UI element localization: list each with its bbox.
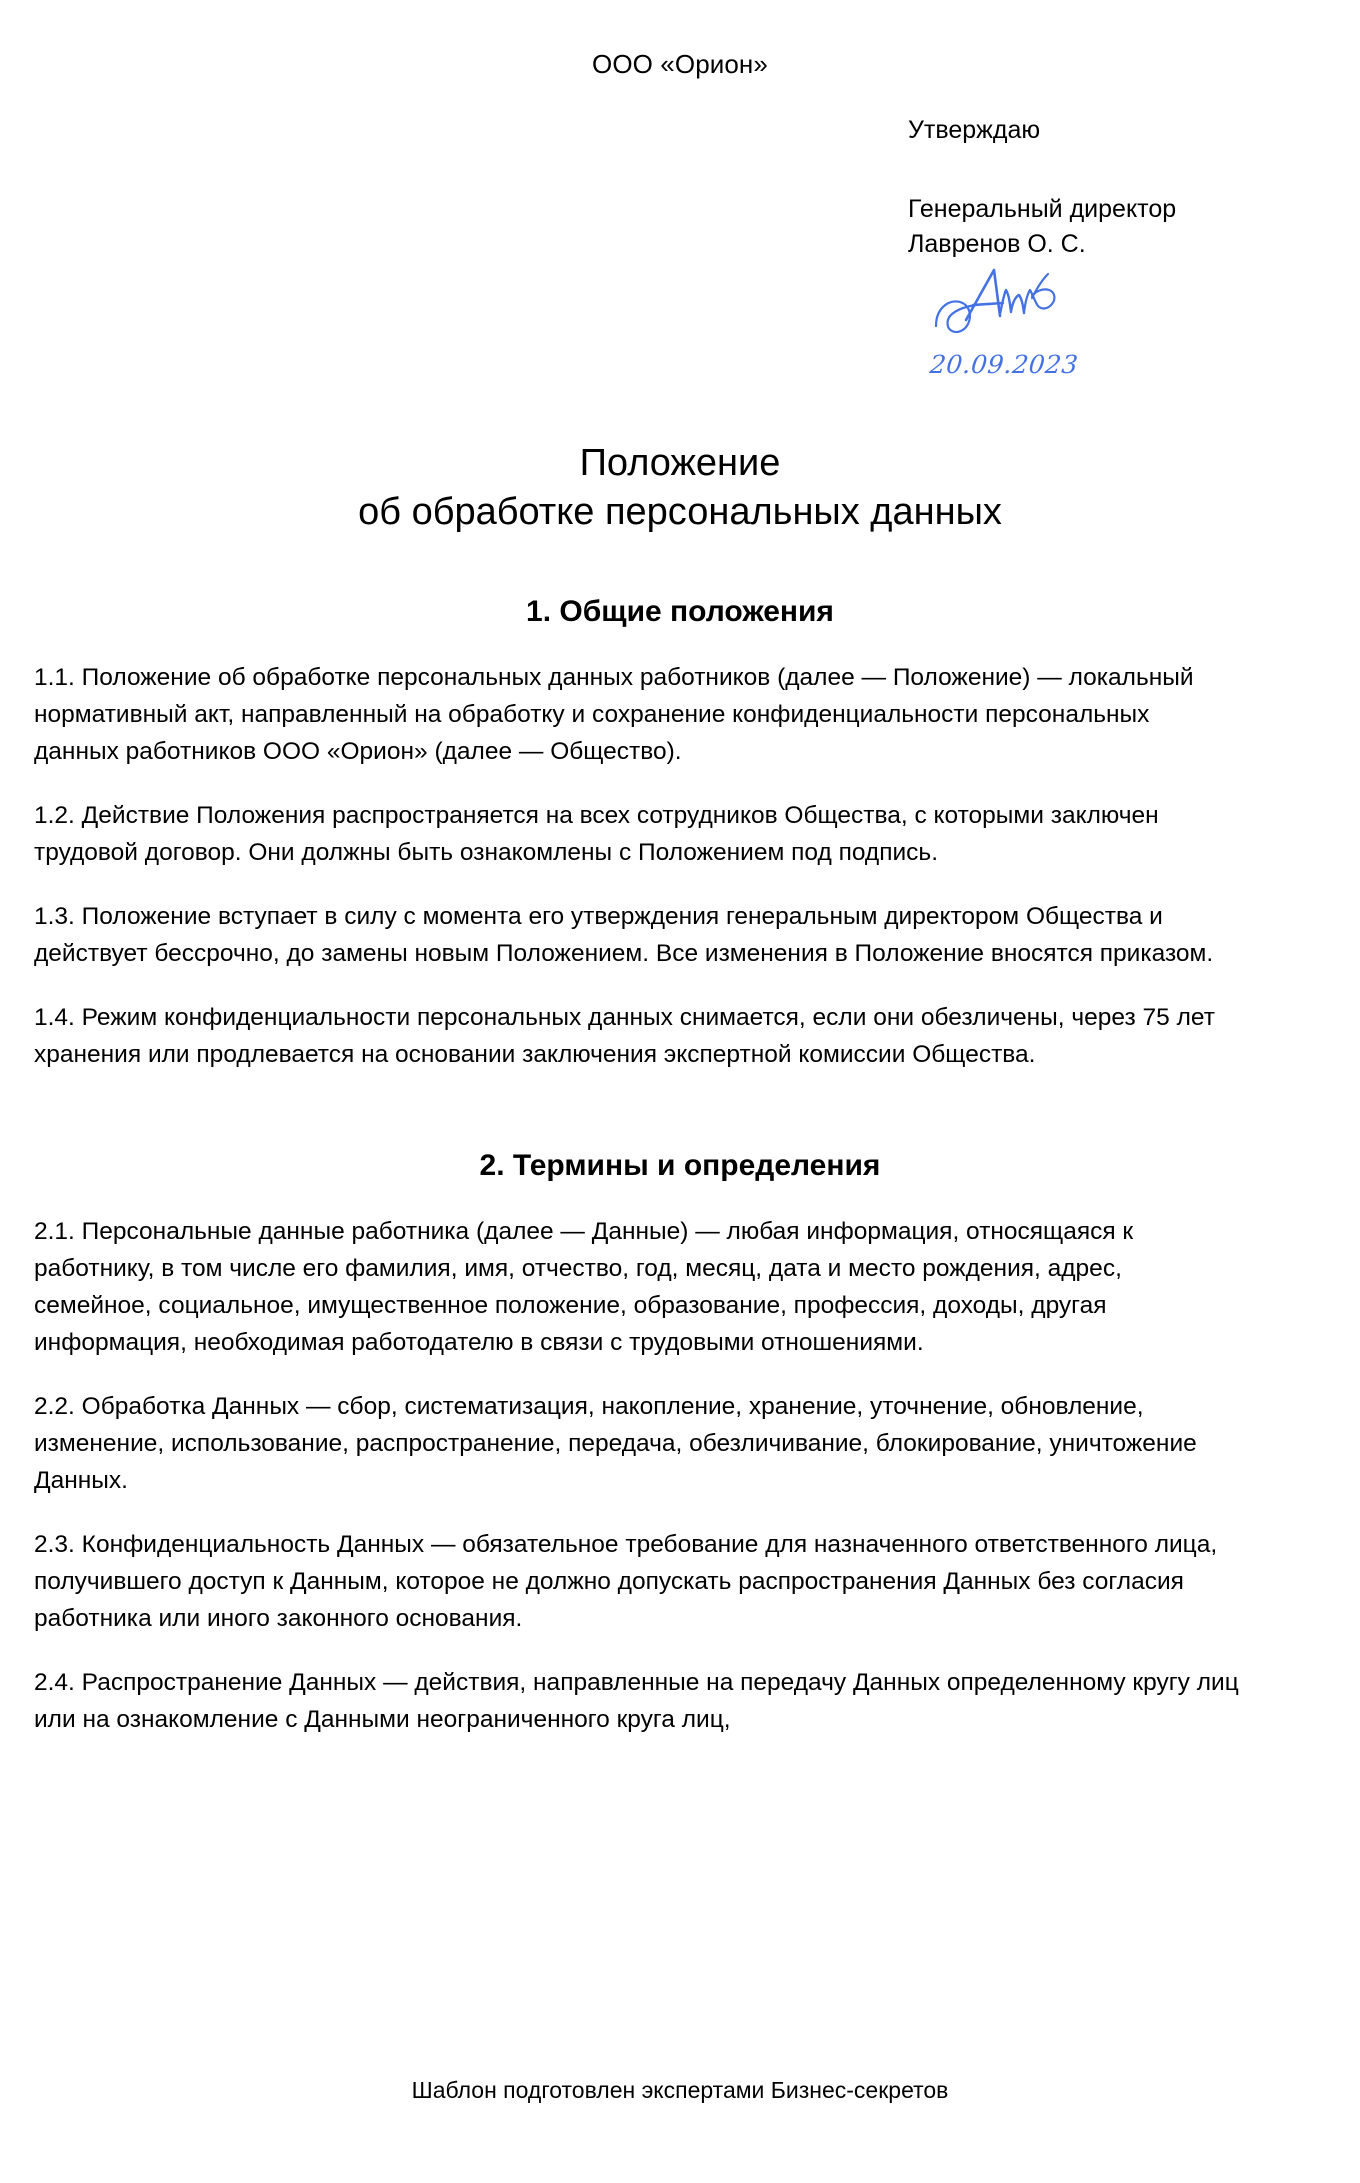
footer-note: Шаблон подготовлен экспертами Бизнес-секретов xyxy=(411,2077,949,2103)
page-title-line-1: Положение xyxy=(579,442,781,484)
paragraph-1-4: 1.4. Режим конфиденциальности персональных данных снимается, если они обезличены, через 75 лет хранения или продлевается на основании заключения экспертной комиссии Общества. xyxy=(34,1004,1215,1068)
page-title xyxy=(34,439,1326,537)
paragraph-2-3: 2.3. Конфиденциальность Данных — обязательное требование для назначенного ответственного лица, получившего доступ к Данным, которое не должно допускать распространения Данных без согласия работника или иного законного основания. xyxy=(34,1531,1218,1632)
page-title-line-2: об обработке персональных данных xyxy=(358,491,1002,533)
paragraph-2-1: 2.1. Персональные данные работника (далее — Данные) — любая информация, относящаяся к работнику, в том числе его фамилия, имя, отчество, год, месяц, дата и место рождения, адрес, семейное, социальное, имущественное положение, образование, профессия, доходы, другая информация, необходимая работодателю в связи с трудовыми отношениями. xyxy=(34,1218,1134,1356)
approver-role: Генеральный директор xyxy=(908,195,1177,223)
approval-block xyxy=(34,113,1326,262)
signature-date: 20.09.2023 xyxy=(928,350,1080,379)
signature-area xyxy=(34,268,1326,403)
paragraph-1-1: 1.1. Положение об обработке персональных данных работников (далее — Положение) — локальный нормативный акт, направленный на обработку и сохранение конфиденциальности персональных данных работников ООО «Орион» (далее — Общество). xyxy=(34,664,1194,765)
paragraph-2-4: 2.4. Распространение Данных — действия, направленные на передачу Данных определенному кругу лиц или на ознакомление с Данными неограниченного круга лиц, xyxy=(34,1669,1239,1733)
handwritten-signature-icon xyxy=(932,264,1092,356)
approver-name: Лавренов О. С. xyxy=(908,230,1086,258)
section-heading-2: 2. Термины и определения xyxy=(479,1149,881,1182)
approval-label: Утверждаю xyxy=(908,116,1041,144)
paragraph-1-2: 1.2. Действие Положения распространяется на всех сотрудников Общества, с которыми заключен трудовой договор. Они должны быть ознакомлены с Положением под подпись. xyxy=(34,802,1159,866)
section-heading-1: 1. Общие положения xyxy=(526,595,834,628)
organization-name: ООО «Орион» xyxy=(592,49,768,79)
paragraph-1-3: 1.3. Положение вступает в силу с момента его утверждения генеральным директором Общества и действует бессрочно, до замены новым Положением. Все изменения в Положение вносятся приказом. xyxy=(34,903,1214,967)
paragraph-2-2: 2.2. Обработка Данных — сбор, систематизация, накопление, хранение, уточнение, обновление, изменение, использование, распространение, передача, обезличивание, блокирование, уничтожение Данных. xyxy=(34,1393,1197,1494)
